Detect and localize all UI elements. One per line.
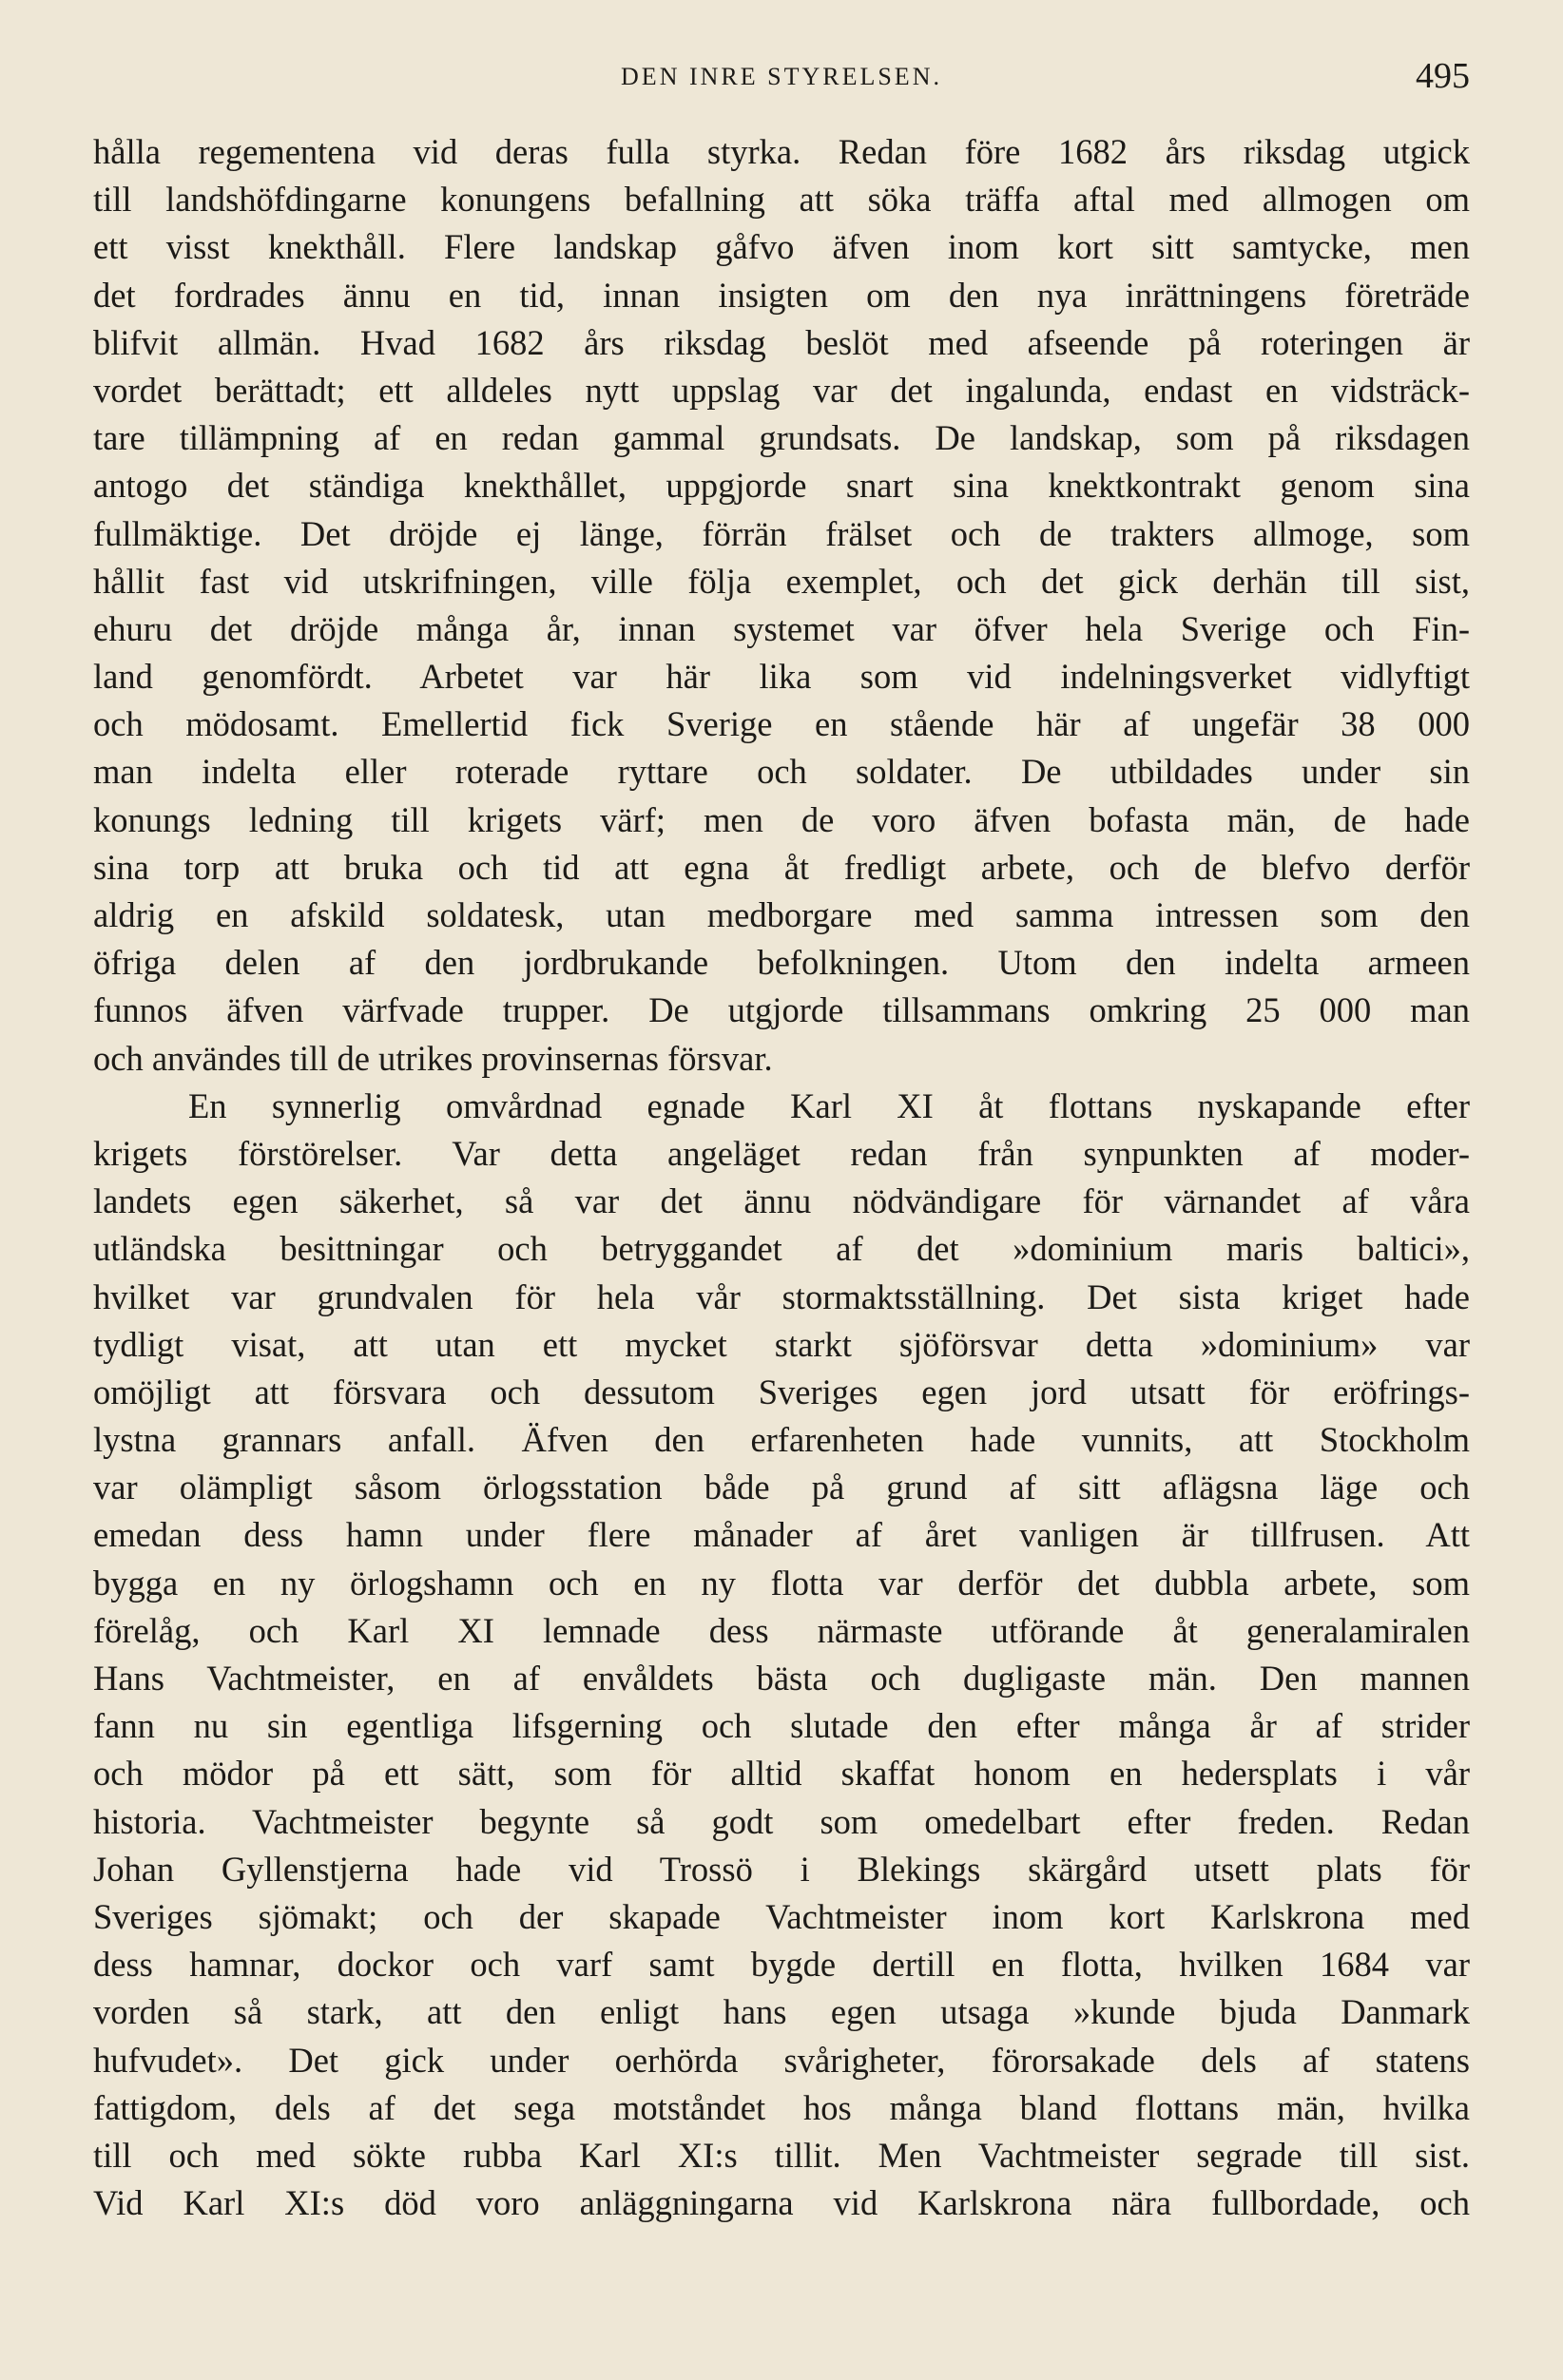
text-line: sina torp att bruka och tid att egna åt fredligt arbete, och de blefvo derför xyxy=(93,847,1470,887)
text-line: och mödosamt. Emellertid fick Sverige en stående här af ungefär 38 000 xyxy=(93,704,1470,744)
text-line: och användes till de utrikes provinsernas försvar. xyxy=(93,1038,773,1078)
text-line: till landshöfdingarne konungens befallning att söka träffa aftal med allmogen om xyxy=(93,180,1470,220)
text-line: bygga en ny örlogshamn och en ny flotta var derför det dubbla arbete, som xyxy=(93,1563,1470,1603)
text-line: lystna grannars anfall. Äfven den erfarenheten hade vunnits, att Stockholm xyxy=(93,1420,1470,1460)
text-line: krigets förstörelser. Var detta angeläget redan från synpunkten af moder- xyxy=(93,1133,1470,1173)
text-line: antogo det ständiga knekthållet, uppgjorde snart sina knektkontrakt genom sina xyxy=(93,466,1470,506)
text-line: historia. Vachtmeister begynte så godt som omedelbart efter freden. Redan xyxy=(93,1801,1470,1841)
text-line: blifvit allmän. Hvad 1682 års riksdag beslöt med afseende på roteringen är xyxy=(93,322,1470,362)
text-line: hålla regementena vid deras fulla styrka. Redan före 1682 års riksdag utgick xyxy=(93,132,1470,171)
text-line: man indelta eller roterade ryttare och soldater. De utbildades under sin xyxy=(93,752,1470,792)
text-line: emedan dess hamn under flere månader af året vanligen är tillfrusen. Att xyxy=(93,1515,1470,1555)
text-line: tydligt visat, att utan ett mycket starkt sjöförsvar detta »dominium» var xyxy=(93,1324,1470,1364)
page-number: 495 xyxy=(1416,56,1470,96)
text-line: var olämpligt såsom örlogsstation både på grund af sitt aflägsna läge och xyxy=(93,1468,1470,1507)
text-line: aldrig en afskild soldatesk, utan medborgare med samma intressen som den xyxy=(93,895,1470,934)
text-line: fattigdom, dels af det sega motståndet hos många bland flottans män, hvilka xyxy=(93,2087,1470,2127)
text-line: till och med sökte rubba Karl XI:s tillit. Men Vachtmeister segrade till sist. xyxy=(93,2135,1470,2175)
text-line: Sveriges sjömakt; och der skapade Vachtmeister inom kort Karlskrona med xyxy=(93,1896,1470,1936)
text-line: vordet berättadt; ett alldeles nytt uppslag var det ingalunda, endast en vidsträck- xyxy=(93,370,1470,410)
text-line: ehuru det dröjde många år, innan systemet var öfver hela Sverige och Fin- xyxy=(93,608,1470,648)
text-line: det fordrades ännu en tid, innan insigten om den nya inrättningens företräde xyxy=(93,275,1470,315)
text-line: land genomfördt. Arbetet var här lika som vid indelningsverket vidlyftigt xyxy=(93,657,1470,697)
text-line: tare tillämpning af en redan gammal grundsats. De landskap, som på riksdagen xyxy=(93,418,1470,458)
text-line: förelåg, och Karl XI lemnade dess närmaste utförande åt generalamiralen xyxy=(93,1610,1470,1650)
text-line: landets egen säkerhet, så var det ännu nödvändigare för värnandet af våra xyxy=(93,1181,1470,1221)
text-line: fullmäktige. Det dröjde ej länge, förrän frälset och de trakters allmoge, som xyxy=(93,513,1470,553)
text-line: dess hamnar, dockor och varf samt bygde dertill en flotta, hvilken 1684 var xyxy=(93,1945,1470,1985)
text-line: hufvudet». Det gick under oerhörda svårigheter, förorsakade dels af statens xyxy=(93,2040,1470,2080)
text-line: öfriga delen af den jordbrukande befolkningen. Utom den indelta armeen xyxy=(93,943,1470,983)
text-line: vorden så stark, att den enligt hans egen utsaga »kunde bjuda Danmark xyxy=(93,1992,1470,2032)
text-line: hvilket var grundvalen för hela vår stormaktsställning. Det sista kriget hade xyxy=(93,1276,1470,1316)
text-line: hållit fast vid utskrifningen, ville följa exemplet, och det gick derhän till sist, xyxy=(93,561,1470,601)
running-head: DEN INRE STYRELSEN. xyxy=(621,63,942,90)
text-line: utländska besittningar och betryggandet af det »dominium maris baltici», xyxy=(93,1229,1470,1269)
text-line: En synnerlig omvårdnad egnade Karl XI åt flottans nyskapande efter xyxy=(188,1085,1470,1125)
text-line: konungs ledning till krigets värf; men de voro äfven bofasta män, de hade xyxy=(93,799,1470,839)
text-line: Vid Karl XI:s död voro anläggningarna vid Karlskrona nära fullbordade, och xyxy=(93,2183,1470,2223)
text-line: Johan Gyllenstjerna hade vid Trossö i Blekings skärgård utsett plats för xyxy=(93,1849,1470,1889)
text-line: omöjligt att försvara och dessutom Sveriges egen jord utsatt för eröfrings- xyxy=(93,1372,1470,1411)
page-header xyxy=(93,55,1470,103)
text-line: ett visst knekthåll. Flere landskap gåfvo äfven inom kort sitt samtycke, men xyxy=(93,227,1470,267)
text-line: Hans Vachtmeister, en af envåldets bästa och dugligaste män. Den mannen xyxy=(93,1659,1470,1698)
body-text xyxy=(93,128,1470,2227)
text-line: och mödor på ett sätt, som för alltid skaffat honom en hedersplats i vår xyxy=(93,1754,1470,1794)
text-line: fann nu sin egentliga lifsgerning och slutade den efter många år af strider xyxy=(93,1706,1470,1746)
text-line: funnos äfven värfvade trupper. De utgjorde tillsammans omkring 25 000 man xyxy=(93,990,1470,1030)
